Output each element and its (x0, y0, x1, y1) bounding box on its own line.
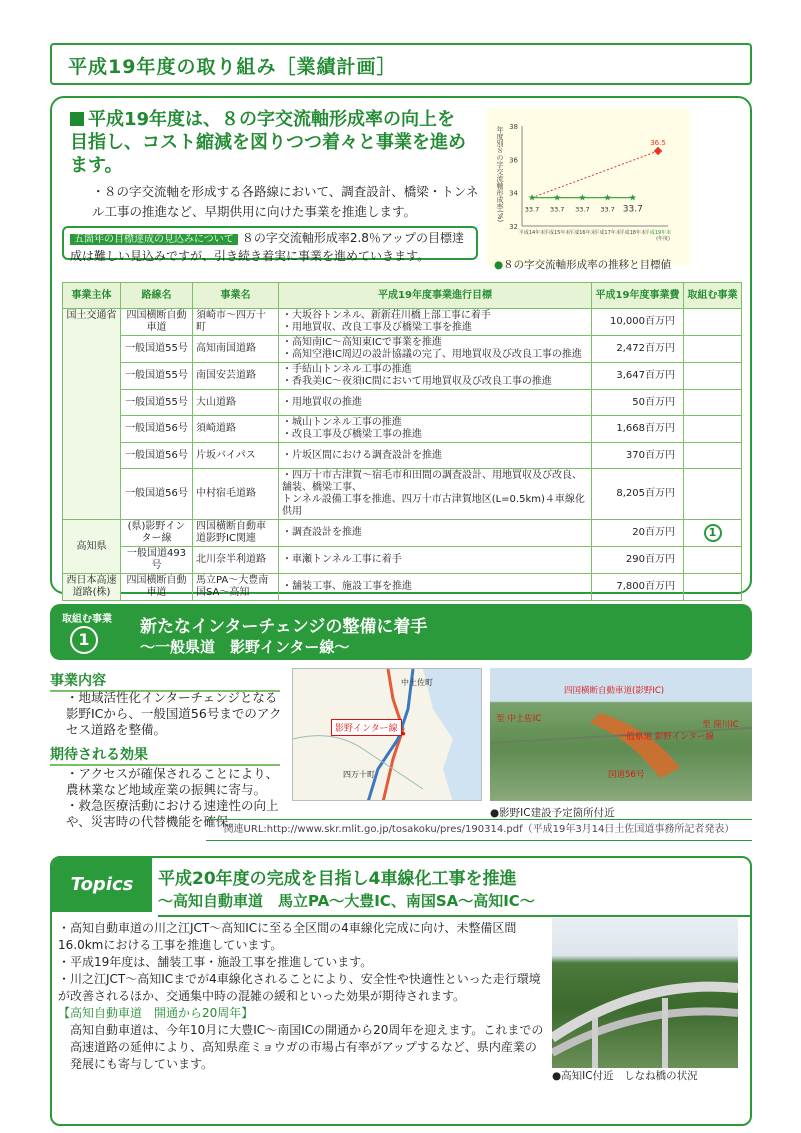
cell-mark (684, 390, 742, 416)
cell-project: 南国安芸道路 (193, 363, 279, 390)
table-row (63, 390, 742, 416)
goal-line: ・片坂区間における調査設計を推進 (282, 449, 442, 461)
data-label: 33.7 (549, 205, 565, 214)
data-label: 33.7 (524, 205, 540, 214)
project-number-badge[interactable]: 1 (704, 524, 722, 542)
location-map (292, 668, 482, 801)
data-label: 33.7 (575, 205, 590, 214)
cell-goals (279, 443, 592, 469)
topics-para-3: ・川之江JCT〜高知ICまでが4車線化されることにより、安全性や快適性といった走行環境が改善されるほか、交通集中時の混雑の緩和といった効果が期待されます。 (58, 972, 541, 1003)
section-number: 1 (70, 626, 98, 654)
data-label: 33.7 (622, 204, 643, 215)
cell-cost: 20百万円 (592, 520, 684, 547)
topics-body (58, 920, 548, 1073)
table-row (63, 336, 742, 363)
cell-route: 一般国道55号 (121, 363, 193, 390)
goal-line: ・用地買収、改良工事及び橋梁工事を推進 (282, 322, 472, 333)
cell-goals (279, 390, 592, 416)
cell-goals (279, 520, 592, 547)
table-row (63, 469, 742, 520)
square-bullet-icon (70, 112, 84, 126)
formation-rate-chart (486, 108, 690, 266)
goal-line: ・手結山トンネル工事の推進 (282, 364, 412, 375)
outlook-note (62, 226, 478, 263)
cell-entity: 西日本高速道路(株) (63, 574, 121, 601)
col-header: 事業主体 (63, 283, 121, 309)
topics-para-4-heading: 【高知自動車道 開通から20周年】 (58, 1006, 254, 1020)
actual-point: ★ (603, 193, 612, 204)
site-photo (490, 668, 752, 801)
x-axis-label: (年度) (656, 236, 670, 242)
cell-mark (684, 547, 742, 574)
bridge-pier (662, 998, 668, 1068)
cell-project: 片坂バイパス (193, 443, 279, 469)
section-band (50, 604, 752, 660)
effect-heading: 期待される効果 (50, 744, 280, 766)
cell-mark (684, 520, 742, 547)
cell-mark (684, 443, 742, 469)
cell-project: 須崎市〜四万十町 (193, 309, 279, 336)
effect-text-2: ・救急医療活動における速達性の向上や、災害時の代替機能を確保。 (66, 798, 279, 829)
section-subtitle: 〜一般県道 影野インター線〜 (140, 638, 350, 656)
cell-entity: 高知県 (63, 520, 121, 574)
y-tick-label: 38 (509, 123, 518, 131)
note-tag: 五箇年の目標達成の見込みについて (70, 234, 238, 245)
cell-route: 一般国道56号 (121, 443, 193, 469)
cell-cost: 1,668百万円 (592, 416, 684, 443)
photo-label-3: 至 窪川IC (702, 720, 739, 730)
col-header: 路線名 (121, 283, 193, 309)
page-header (50, 43, 752, 85)
table-row (63, 443, 742, 469)
topics-subtitle: 〜高知自動車道 馬立PA〜大豊IC、南国SA〜高知IC〜 (158, 890, 752, 917)
cell-route: 四国横断自動車道 (121, 309, 193, 336)
y-axis-label: 年度別８の字交流軸形成率(%) (496, 126, 504, 223)
photo-label-2: 至 中土佐IC (496, 714, 542, 724)
x-tick-label: 平成15年末 (544, 230, 571, 236)
cell-mark (684, 574, 742, 601)
goal-line: ・用地買収の推進 (282, 396, 362, 408)
col-header: 平成19年度事業費 (592, 283, 684, 309)
goal-line: ・高知南IC〜高知東ICで事業を推進 (282, 337, 442, 348)
cell-cost: 290百万円 (592, 547, 684, 574)
page-title: 平成19年度の取り組み［業績計画］ (68, 56, 397, 78)
cell-project: 大山道路 (193, 390, 279, 416)
cell-project: 北川奈半利道路 (193, 547, 279, 574)
y-tick-label: 34 (509, 189, 518, 198)
goal-line: ・改良工事及び橋梁工事の推進 (282, 429, 422, 440)
cell-route: 一般国道56号 (121, 416, 193, 443)
map-label: 影野インター線 (331, 719, 402, 736)
photo-label-5: 国道56号 (608, 770, 645, 780)
content-text: ・地域活性化インターチェンジとなる影野ICから、一般国道56号までのアクセス道路を整備。 (66, 690, 282, 737)
goal-line: ・調査設計を推進 (282, 527, 362, 538)
goal-line: ・舗装工事、施設工事を推進 (282, 581, 412, 592)
chart-caption: ●８の字交流軸形成率の推移と目標値 (494, 259, 672, 271)
cell-goals (279, 363, 592, 390)
cell-mark (684, 336, 742, 363)
cell-route: (県)影野インター線 (121, 520, 193, 547)
section-label: 取組む事業 (62, 614, 112, 625)
chart-area (486, 108, 690, 266)
topics-para-4: 高知自動車道は、今年10月に大豊IC〜南国ICの開通から20周年を迎えます。これまでの高速道路の延伸により、高知県産ミョウガの市場占有率がアップするなど、県内産業の発展にも寄与しています。 (70, 1023, 544, 1071)
cell-project: 須崎道路 (193, 416, 279, 443)
cell-mark (684, 363, 742, 390)
actual-point: ★ (578, 193, 587, 204)
cell-goals (279, 469, 592, 520)
cell-mark (684, 416, 742, 443)
cell-cost: 370百万円 (592, 443, 684, 469)
target-point (654, 147, 662, 155)
photo-label-1: 四国横断自動車道(影野IC) (564, 686, 665, 696)
cell-route: 一般国道493号 (121, 547, 193, 574)
goal-line: ・四万十市古津賀〜宿毛市和田間の調査設計、用地買収及び改良、舗装、橋梁工事、 (282, 470, 582, 493)
lead-headline: 平成19年度は、８の字交流軸形成率の向上を目指し、コスト縮減を図りつつ着々と事業を進めます。 (70, 109, 466, 176)
map-town-1: 中土佐町 (401, 678, 433, 687)
cell-goals (279, 416, 592, 443)
cell-route: 一般国道55号 (121, 336, 193, 363)
sea-area (423, 669, 482, 801)
cell-entity: 国土交通省 (63, 309, 121, 520)
cell-cost: 7,800百万円 (592, 574, 684, 601)
table-row (63, 309, 742, 336)
goal-line: トンネル設備工事を推進、四万十市古津賀地区(L=0.5km)４車線化供用 (282, 494, 585, 517)
topics-title: 平成20年度の完成を目指し4車線化工事を推進 (158, 869, 517, 889)
x-tick-label: 平成14年末 (518, 230, 546, 236)
goal-line: ・城山トンネル工事の推進 (282, 417, 402, 428)
goal-line: ・大坂谷トンネル、新新荘川橋上部工事に着手 (282, 310, 491, 321)
x-tick-label: 平成17年末 (594, 230, 621, 236)
boundary-line (293, 736, 423, 789)
cell-cost: 50百万円 (592, 390, 684, 416)
cell-goals (279, 574, 592, 601)
y-tick-label: 32 (509, 223, 518, 231)
photo-label-4: 一般県道 影野インター線 (618, 732, 714, 742)
cell-cost: 8,205百万円 (592, 469, 684, 520)
cell-goals (279, 309, 592, 336)
goal-line: ・高知空港IC周辺の設計協議の完了、用地買収及び改良工事の推進 (282, 349, 582, 360)
bridge-photo (552, 918, 738, 1068)
bridge-photo-caption: ●高知IC付近 しなね橋の状況 (552, 1070, 698, 1082)
x-tick-label: 平成16年末 (569, 230, 596, 236)
topics-para-1: ・高知自動車道の川之江JCT〜高知ICに至る全区間の4車線化完成に向け、未整備区間16.0kmにおける工事を推進しています。 (58, 921, 517, 952)
photo-caption: ●影野IC建設予定箇所付近 (490, 807, 615, 819)
actual-point: ★ (628, 193, 637, 204)
cell-goals (279, 336, 592, 363)
content-heading: 事業内容 (50, 670, 280, 692)
table-row (63, 574, 742, 601)
y-tick-label: 36 (509, 156, 518, 165)
col-header: 平成19年度事業進行目標 (279, 283, 592, 309)
table-row (63, 520, 742, 547)
x-tick-label: 平成19年末 (644, 230, 672, 236)
cell-mark (684, 309, 742, 336)
data-label: 33.7 (600, 205, 615, 214)
table-row (63, 547, 742, 574)
lead-body: ・８の字交流軸を形成する各路線において、調査設計、橋梁・トンネル工事の推進など、早期供用に向けた事業を推進します。 (92, 184, 479, 219)
table-row (63, 363, 742, 390)
section-title: 新たなインターチェンジの整備に着手 (140, 617, 428, 637)
actual-point: ★ (527, 193, 537, 204)
cell-mark (684, 469, 742, 520)
col-header: 取組む事業 (684, 283, 742, 309)
dot-icon: ● (494, 259, 504, 271)
cell-route: 一般国道55号 (121, 390, 193, 416)
table-row (63, 416, 742, 443)
effect-text-1: ・アクセスが確保されることにより、農林業など地域産業の振興に寄与。 (66, 766, 279, 797)
bridge-illustration (552, 918, 738, 1068)
goal-line: ・車瀬トンネル工事に着手 (282, 554, 402, 565)
actual-point: ★ (553, 193, 562, 204)
cell-cost: 10,000百万円 (592, 309, 684, 336)
cell-cost: 2,472百万円 (592, 336, 684, 363)
bridge-pier (592, 1018, 598, 1068)
cell-route: 四国横断自動車道 (121, 574, 193, 601)
goal-line: ・香我美IC〜夜須IC間において用地買収及び改良工事の推進 (282, 376, 552, 387)
plan-table (62, 282, 742, 601)
data-label: 36.5 (650, 139, 666, 147)
cell-goals (279, 547, 592, 574)
cell-project: 馬立PA〜大豊南国SA〜高知 (193, 574, 279, 601)
target-line (532, 151, 658, 198)
topics-badge: Topics (52, 858, 152, 912)
cell-project: 高知南国道路 (193, 336, 279, 363)
map-town-2: 四万十町 (343, 770, 375, 779)
note-text: ８の字交流軸形成率2.8％アップの目標達成は難しい見込みですが、引き続き着実に事業を進めていきます。 (70, 231, 465, 263)
col-header: 事業名 (193, 283, 279, 309)
cell-route: 一般国道56号 (121, 469, 193, 520)
topics-para-2: ・平成19年度は、舗装工事・施設工事を推進しています。 (58, 955, 373, 969)
cell-cost: 3,647百万円 (592, 363, 684, 390)
cell-project: 四国横断自動車道影野IC関連 (193, 520, 279, 547)
x-tick-label: 平成18年末 (619, 230, 646, 236)
cell-project: 中村宿毛道路 (193, 469, 279, 520)
related-url[interactable]: 関連URL:http://www.skr.mlit.go.jp/tosakoku/pres/190314.pdf（平成19年3月14日土佐国道事務所記者発表） (206, 819, 752, 841)
